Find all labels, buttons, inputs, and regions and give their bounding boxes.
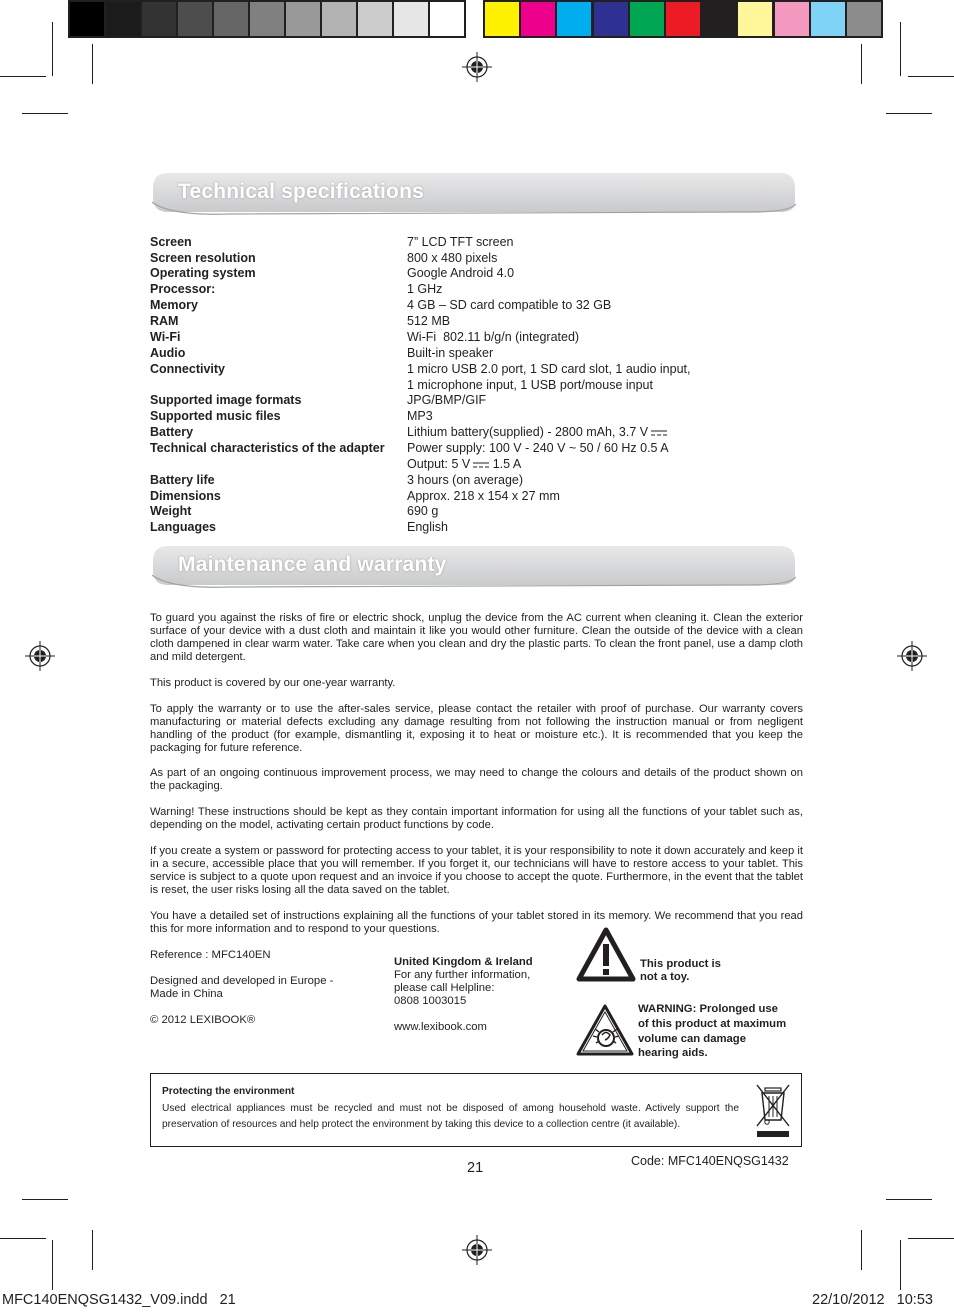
- gray-swatch: [70, 2, 104, 36]
- spec-value: Lithium battery(supplied) - 2800 mAh, 3.7 V: [407, 425, 649, 439]
- spec-label: Connectivity: [150, 362, 226, 376]
- spec-value: 690 g: [407, 504, 439, 518]
- designed-line-2: Made in China: [150, 988, 223, 1000]
- registration-mark-bottom: [462, 1235, 492, 1265]
- spec-value-continued: 1 microphone input, 1 USB port/mouse input: [407, 378, 653, 392]
- hearing-warning-line-4: hearing aids.: [638, 1047, 708, 1059]
- color-swatch: [630, 2, 664, 36]
- color-swatch: [557, 2, 591, 36]
- hearing-warning-line-1: WARNING: Prolonged use: [638, 1003, 778, 1015]
- paragraph-warranty: This product is covered by our one-year warranty.: [150, 677, 396, 689]
- spec-value: 4 GB – SD card compatible to 32 GB: [407, 298, 612, 312]
- recycle-bin-crossed-icon: [754, 1082, 792, 1140]
- hearing-warning-line-2: of this product at maximum: [638, 1018, 787, 1030]
- spec-label: Technical characteristics of the adapter: [150, 441, 385, 455]
- gray-swatch: [178, 2, 212, 36]
- spec-value: JPG/BMP/GIF: [407, 393, 487, 407]
- color-swatch: [702, 2, 736, 36]
- page-number: 21: [467, 1160, 484, 1176]
- color-swatch: [738, 2, 772, 36]
- spec-label: Screen: [150, 235, 192, 249]
- spec-value: Approx. 218 x 154 x 27 mm: [407, 489, 560, 503]
- spec-label: Languages: [150, 520, 216, 534]
- paragraph-warning: Warning! These instructions should be kept as they contain important information for using all the functions of your tablet such as, depending on the model, activating certain product functions by code.: [150, 806, 803, 832]
- contact-line-1: For any further information,: [394, 969, 531, 981]
- spec-label: Screen resolution: [150, 251, 256, 265]
- helpline-number: 0808 1003015: [394, 995, 467, 1007]
- contact-region: United Kingdom & Ireland: [394, 956, 533, 968]
- spec-label: Supported music files: [150, 409, 281, 423]
- spec-label: Audio: [150, 346, 186, 360]
- spec-label: RAM: [150, 314, 179, 328]
- color-swatch: [594, 2, 628, 36]
- spec-value: 3 hours (on average): [407, 473, 524, 487]
- spec-value: Wi-Fi 802.11 b/g/n (integrated): [407, 330, 580, 344]
- gray-swatch: [358, 2, 392, 36]
- spec-label: Battery: [150, 425, 194, 439]
- environment-text: Used electrical appliances must be recycled and must not be disposed of among household waste. Actively support the preservation of resources and help protect the environment by taking this device to a collection centre (it available).: [162, 1103, 739, 1130]
- spec-label: Weight: [150, 504, 192, 518]
- gray-swatch: [286, 2, 320, 36]
- product-code: Code: MFC140ENQSG1432: [631, 1154, 789, 1168]
- spec-value-continued: Output: 5 V 1.5 A: [407, 457, 522, 471]
- gray-swatch: [322, 2, 356, 36]
- reference-text: Reference : MFC140EN: [150, 949, 271, 961]
- color-swatch: [811, 2, 845, 36]
- spec-value: Power supply: 100 V - 240 V ~ 50 / 60 Hz 0.5 A: [407, 441, 669, 455]
- gray-swatch: [142, 2, 176, 36]
- spec-label: Processor:: [150, 282, 216, 296]
- environment-box: [150, 1073, 802, 1147]
- paragraph-cleaning: To guard you against the risks of fire or electric shock, unplug the device from the AC current when cleaning it. Clean the exterior surface of your device with a dust cloth and maintain it like you would other furniture. Clean the outside of the device with a clean cloth dampened in clear warm water. Take care when you clean and dry the plastic parts. To clean the front panel, use a damp cloth and mild detergent.: [150, 612, 803, 664]
- spec-value: 512 MB: [407, 314, 451, 328]
- spec-value: English: [407, 520, 448, 534]
- paragraph-improvement: As part of an ongoing continuous improvement process, we may need to change the colours and details of the product shown on the packaging.: [150, 767, 803, 793]
- gray-swatch: [106, 2, 140, 36]
- printer-color-bar: [0, 0, 954, 40]
- registration-mark-right: [897, 641, 927, 671]
- contact-line-2: please call Helpline:: [394, 982, 495, 994]
- spec-label: Operating system: [150, 266, 256, 280]
- specs-banner: [150, 172, 796, 214]
- maintenance-title: Maintenance and warranty: [178, 553, 447, 576]
- spec-value: 7” LCD TFT screen: [407, 235, 514, 249]
- spec-value: MP3: [407, 409, 433, 423]
- designed-line-1: Designed and developed in Europe -: [150, 975, 334, 987]
- color-swatch: [521, 2, 555, 36]
- maintenance-banner: [150, 545, 796, 587]
- registration-mark-top: [462, 52, 492, 82]
- color-swatch: [847, 2, 881, 36]
- spec-value: 1 micro USB 2.0 port, 1 SD card slot, 1 audio input,: [407, 362, 691, 376]
- spec-label: Memory: [150, 298, 198, 312]
- color-swatch: [485, 2, 519, 36]
- copyright: © 2012 LEXIBOOK®: [150, 1014, 256, 1026]
- spec-value: Google Android 4.0: [407, 266, 515, 280]
- gray-swatch: [214, 2, 248, 36]
- toy-warning-line-2: not a toy.: [640, 971, 690, 983]
- slug-timestamp: 22/10/2012 10:53: [812, 1292, 933, 1308]
- registration-mark-left: [25, 641, 55, 671]
- toy-warning-line-1: This product is: [640, 958, 721, 970]
- color-swatch: [775, 2, 809, 36]
- spec-label: Battery life: [150, 473, 215, 487]
- hearing-warning-line-3: volume can damage: [638, 1033, 746, 1045]
- warning-triangle-icon: [576, 927, 636, 983]
- gray-swatch: [430, 2, 464, 36]
- spec-label: Wi-Fi: [150, 330, 181, 344]
- gray-swatch: [250, 2, 284, 36]
- hearing-damage-icon: [575, 1003, 635, 1057]
- spec-value: 1 GHz: [407, 282, 443, 296]
- color-swatch: [666, 2, 700, 36]
- spec-value: Built-in speaker: [407, 346, 494, 360]
- paragraph-instructions: You have a detailed set of instructions explaining all the functions of your tablet stored in its memory. We recommend that you read this for more information and to respond to your questions.: [150, 910, 803, 936]
- website-link[interactable]: www.lexibook.com: [394, 1021, 487, 1033]
- slug-filename: MFC140ENQSG1432_V09.indd 21: [2, 1292, 236, 1308]
- spec-label: Supported image formats: [150, 393, 302, 407]
- spec-value: 800 x 480 pixels: [407, 251, 498, 265]
- environment-title: Protecting the environment: [162, 1086, 295, 1097]
- specs-title: Technical specifications: [178, 180, 424, 203]
- spec-label: Dimensions: [150, 489, 221, 503]
- paragraph-after-sales: To apply the warranty or to use the after-sales service, please contact the retailer with proof of purchase. Our warranty covers manufacturing or material defects excluding any damage resulting from not following the instruction manual or from negligent handling of the product (for example, dismantling it, exposing it to heat or moisture etc.). It is recommended that you keep the packaging for future reference.: [150, 703, 803, 755]
- paragraph-password: If you create a system or password for protecting access to your tablet, it is your responsibility to note it down accurately and keep it in a secure, accessible place that you will remember. If you forget it, our technicians will have to restore access to your tablet. This service is subject to a quote upon request and an invoice if you choose to accept the quote. Furthermore, in the event that the tablet is reset, the user risks losing all the data saved on the tablet.: [150, 845, 803, 897]
- gray-swatch: [394, 2, 428, 36]
